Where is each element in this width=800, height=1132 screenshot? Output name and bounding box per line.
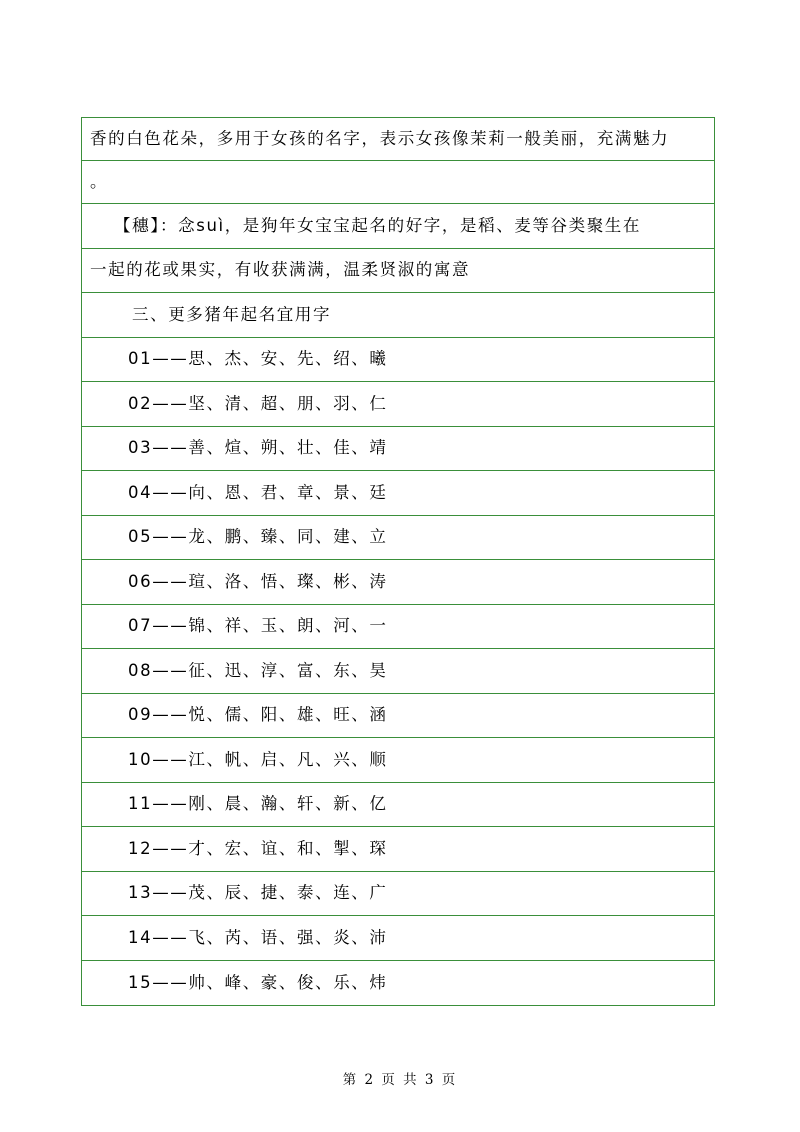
content-table — [81, 117, 715, 1006]
list-item — [82, 471, 714, 516]
table-row — [82, 293, 714, 338]
name-list-text: 07——锦、祥、玉、朗、河、一 — [128, 616, 388, 636]
name-list-text: 06——瑄、洛、悟、璨、彬、涛 — [128, 571, 388, 591]
paragraph-text: 一起的花或果实，有收获满满，温柔贤淑的寓意 — [90, 260, 471, 280]
paragraph-text: 【穗】：念suì，是狗年女宝宝起名的好字，是稻、麦等谷类聚生在 — [114, 215, 641, 235]
paragraph-text: 香的白色花朵，多用于女孩的名字，表示女孩像茉莉一般美丽，充满魅力 — [90, 129, 670, 148]
list-item — [82, 961, 714, 1006]
section-heading: 三、更多猪年起名宜用字 — [132, 304, 332, 324]
list-item — [82, 872, 714, 917]
list-item — [82, 783, 714, 828]
list-item — [82, 605, 714, 650]
list-item — [82, 649, 714, 694]
list-item — [82, 916, 714, 961]
name-list-text: 13——茂、辰、捷、泰、连、广 — [128, 883, 388, 903]
name-list-text: 15——帅、峰、豪、俊、乐、炜 — [128, 972, 388, 992]
name-list-text: 01——思、杰、安、先、绍、曦 — [128, 349, 388, 369]
table-row — [82, 161, 714, 204]
list-item — [82, 427, 714, 472]
name-list-text: 12——才、宏、谊、和、掣、琛 — [128, 838, 388, 858]
name-list-text: 09——悦、儒、阳、雄、旺、涵 — [128, 705, 388, 725]
name-list-text: 04——向、恩、君、章、景、廷 — [128, 482, 388, 502]
page-footer: 第 2 页 共 3 页 — [342, 1072, 458, 1088]
list-item — [82, 827, 714, 872]
list-item — [82, 382, 714, 427]
list-item — [82, 560, 714, 605]
paragraph-text: 。 — [90, 172, 109, 191]
list-item — [82, 516, 714, 561]
name-list-text: 03——善、煊、朔、壮、佳、靖 — [128, 438, 388, 458]
name-list-text: 14——飞、芮、语、强、炎、沛 — [128, 927, 388, 947]
name-list-text: 02——坚、清、超、朋、羽、仁 — [128, 393, 388, 413]
list-item — [82, 694, 714, 739]
table-row — [82, 204, 714, 249]
list-item — [82, 738, 714, 783]
name-list-text: 05——龙、鹏、臻、同、建、立 — [128, 527, 388, 547]
name-list-text: 08——征、迅、淳、富、东、昊 — [128, 660, 388, 680]
table-row — [82, 118, 714, 161]
name-list-text: 11——刚、晨、瀚、轩、新、亿 — [128, 794, 388, 814]
name-list-text: 10——江、帆、启、凡、兴、顺 — [128, 749, 388, 769]
table-row — [82, 249, 714, 294]
list-item — [82, 338, 714, 383]
